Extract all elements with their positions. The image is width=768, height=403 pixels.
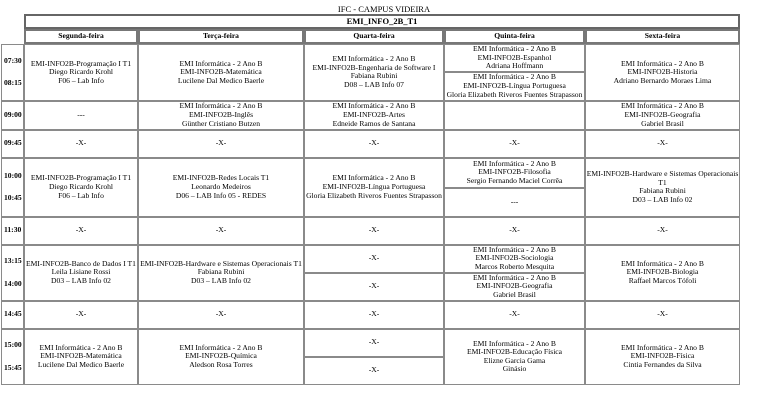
- break-wed-1130: -X-: [304, 217, 444, 245]
- break-wed-1445: -X-: [304, 301, 444, 329]
- break-tue-0945: -X-: [138, 130, 304, 158]
- time-slot-1445: 14:45: [1, 301, 24, 329]
- day-header-friday: Sexta-feira: [585, 29, 740, 44]
- class-block-fri-1315: EMI Informática - 2 Ano B EMI-INFO2B-Biologia Raffael Marcos Tófoli: [585, 245, 740, 301]
- class-block-tue-0730: EMI Informática - 2 Ano B EMI-INFO2B-Matemática Lucilene Dal Medico Baerle: [138, 44, 304, 101]
- class-block-wed-1545: -X-: [304, 357, 444, 385]
- break-fri-1130: -X-: [585, 217, 740, 245]
- break-tue-1445: -X-: [138, 301, 304, 329]
- school-title: IFC - CAMPUS VIDEIRA: [337, 4, 431, 14]
- class-block-thu-0900: [444, 101, 585, 130]
- class-block-tue-1000: EMI-INFO2B-Redes Locais T1 Leonardo Medeiros D06 – LAB Info 05 - REDES: [138, 158, 304, 217]
- class-block-wed-0900: EMI Informática - 2 Ano B EMI-INFO2B-Artes Edneide Ramos de Santana: [304, 101, 444, 130]
- class-name-header: EMI_INFO_2B_T1: [24, 14, 740, 29]
- class-block-wed-1000: EMI Informática - 2 Ano B EMI-INFO2B-Língua Portuguesa Gloria Elizabeth Riveros Fuentes Strapasson: [304, 158, 444, 217]
- time-slot-0730: 07:30 08:15: [1, 44, 24, 101]
- class-block-wed-1315: -X-: [304, 245, 444, 273]
- day-header-monday: Segunda-feira: [24, 29, 138, 44]
- schedule-table: [1, 14, 740, 385]
- break-thu-1445: -X-: [444, 301, 585, 329]
- class-block-thu-1500: EMI Informática - 2 Ano B EMI-INFO2B-Educação Física Elizne Garcia Gama Ginásio: [444, 329, 585, 385]
- class-block-thu-0730: EMI Informática - 2 Ano B EMI-INFO2B-Espanhol Adriana Hoffmann: [444, 44, 585, 72]
- time-slot-0900: 09:00: [1, 101, 24, 130]
- break-tue-1130: -X-: [138, 217, 304, 245]
- time-slot-1000: 10:00 10:45: [1, 158, 24, 217]
- corner-cell: [1, 14, 24, 29]
- class-block-thu-1315: EMI Informática - 2 Ano B EMI-INFO2B-Sociologia Marcos Roberto Mesquita: [444, 245, 585, 273]
- class-block-thu-0815: EMI Informática - 2 Ano B EMI-INFO2B-Língua Portuguesa Gloria Elizabeth Riveros Fuentes Strapasson: [444, 72, 585, 101]
- time-slot-1315: 13:15 14:00: [1, 245, 24, 301]
- class-block-mon-1315: EMI-INFO2B-Banco de Dados I T1 Leila Lisiane Rossi D03 – LAB Info 02: [24, 245, 138, 301]
- corner-cell: [1, 29, 24, 44]
- break-thu-1130: -X-: [444, 217, 585, 245]
- class-block-tue-0900: EMI Informática - 2 Ano B EMI-INFO2B-Inglês Günther Cristiano Butzen: [138, 101, 304, 130]
- day-header-thursday: Quinta-feira: [444, 29, 585, 44]
- class-block-fri-0900: EMI Informática - 2 Ano B EMI-INFO2B-Geografia Gabriel Brasil: [585, 101, 740, 130]
- class-block-thu-1400: EMI Informática - 2 Ano B EMI-INFO2B-Geografia Gabriel Brasil: [444, 273, 585, 301]
- class-block-mon-1000: EMI-INFO2B-Programação I T1 Diego Ricardo Krohl F06 – Lab Info: [24, 158, 138, 217]
- class-block-wed-1400: -X-: [304, 273, 444, 301]
- class-block-mon-0900: ---: [24, 101, 138, 130]
- class-block-thu-1045: ---: [444, 188, 585, 217]
- break-thu-0945: -X-: [444, 130, 585, 158]
- class-block-fri-1500: EMI Informática - 2 Ano B EMI-INFO2B-Física Cintia Fernandes da Silva: [585, 329, 740, 385]
- time-slot-1130: 11:30: [1, 217, 24, 245]
- break-fri-1445: -X-: [585, 301, 740, 329]
- class-block-mon-0730: EMI-INFO2B-Programação I T1 Diego Ricardo Krohl F06 – Lab Info: [24, 44, 138, 101]
- class-block-thu-1000: EMI Informática - 2 Ano B EMI-INFO2B-Filosofia Sergio Fernando Maciel Corrêa: [444, 158, 585, 188]
- break-mon-1130: -X-: [24, 217, 138, 245]
- break-mon-1445: -X-: [24, 301, 138, 329]
- day-header-wednesday: Quarta-feira: [304, 29, 444, 44]
- class-block-wed-0730: EMI Informática - 2 Ano B EMI-INFO2B-Engenharia de Software I Fabiana Rubini D08 – LAB Info 07: [304, 44, 444, 101]
- time-slot-1500: 15:00 15:45: [1, 329, 24, 385]
- class-block-fri-1000: EMI-INFO2B-Hardware e Sistemas Operacionais T1 Fabiana Rubini D03 – LAB Info 02: [585, 158, 740, 217]
- class-block-mon-1500: EMI Informática - 2 Ano B EMI-INFO2B-Matemática Lucilene Dal Medico Baerle: [24, 329, 138, 385]
- break-fri-0945: -X-: [585, 130, 740, 158]
- class-block-fri-0730: EMI Informática - 2 Ano B EMI-INFO2B-Historia Adriano Bernardo Moraes Lima: [585, 44, 740, 101]
- time-slot-0945: 09:45: [1, 130, 24, 158]
- day-header-tuesday: Terça-feira: [138, 29, 304, 44]
- break-wed-0945: -X-: [304, 130, 444, 158]
- break-mon-0945: -X-: [24, 130, 138, 158]
- class-block-wed-1500: -X-: [304, 329, 444, 357]
- class-block-tue-1500: EMI Informática - 2 Ano B EMI-INFO2B-Química Aledson Rosa Torres: [138, 329, 304, 385]
- class-block-tue-1315: EMI-INFO2B-Hardware e Sistemas Operacionais T1 Fabiana Rubini D03 – LAB Info 02: [138, 245, 304, 301]
